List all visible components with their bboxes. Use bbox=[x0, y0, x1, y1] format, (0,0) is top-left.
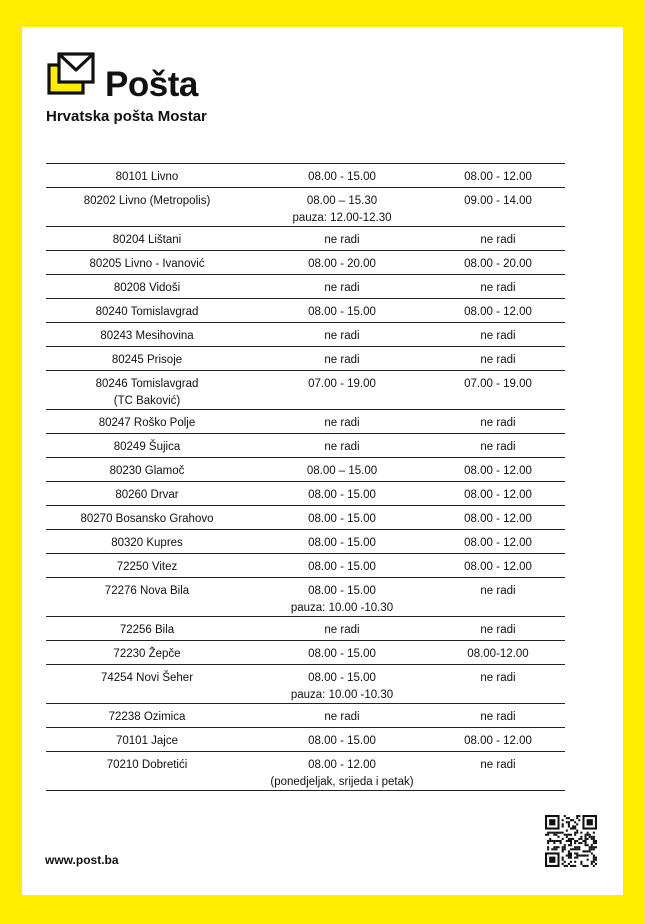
table-row bbox=[46, 410, 565, 434]
break-note: (ponedjeljak, srijeda i petak) bbox=[270, 776, 414, 788]
table-row bbox=[46, 482, 565, 506]
saturday-hours: ne radi bbox=[480, 759, 516, 771]
weekday-hours: ne radi bbox=[324, 354, 360, 366]
weekday-hours: ne radi bbox=[324, 711, 360, 723]
office-name-cell bbox=[46, 670, 248, 687]
saturday-hours: 07.00 - 19.00 bbox=[464, 378, 532, 390]
office-name-cell bbox=[46, 733, 248, 750]
office-name: 72276 Nova Bila bbox=[104, 585, 190, 597]
office-name: 80205 Livno - Ivanović bbox=[89, 258, 205, 270]
weekday-hours: ne radi bbox=[324, 417, 360, 429]
saturday-hours: ne radi bbox=[480, 234, 516, 246]
weekday-hours: 08.00 - 15.00 bbox=[308, 537, 376, 549]
office-name: 72250 Vitez bbox=[116, 561, 178, 573]
weekday-hours: 08.00 - 15.00 bbox=[308, 672, 376, 684]
office-name: 80204 Lištani bbox=[112, 234, 182, 246]
saturday-hours: ne radi bbox=[480, 282, 516, 294]
saturday-hours: 08.00 - 20.00 bbox=[464, 258, 532, 270]
saturday-hours: 08.00 - 12.00 bbox=[464, 561, 532, 573]
office-name: 80243 Mesihovina bbox=[100, 330, 194, 342]
saturday-hours: ne radi bbox=[480, 585, 516, 597]
office-name: 72256 Bila bbox=[119, 624, 175, 636]
office-name-cell bbox=[46, 280, 248, 297]
office-name: 70101 Jajce bbox=[115, 735, 179, 747]
weekday-hours: 08.00 - 20.00 bbox=[308, 258, 376, 270]
office-name-cell bbox=[46, 256, 248, 273]
weekday-hours: 08.00 - 15.00 bbox=[308, 561, 376, 573]
brand-title: Pošta bbox=[105, 65, 198, 104]
break-note: pauza: 12.00-12.30 bbox=[292, 212, 392, 224]
office-name-cell bbox=[46, 415, 248, 432]
table-row bbox=[46, 530, 565, 554]
table-row bbox=[46, 188, 565, 227]
saturday-hours: 09.00 - 14.00 bbox=[464, 195, 532, 207]
office-name: 80270 Bosansko Grahovo bbox=[80, 513, 214, 525]
table-row bbox=[46, 752, 565, 791]
office-name: 70210 Dobretići bbox=[106, 759, 188, 771]
weekday-hours: ne radi bbox=[324, 234, 360, 246]
office-name-cell bbox=[46, 646, 248, 663]
table-row bbox=[46, 728, 565, 752]
weekday-hours: 08.00 - 15.00 bbox=[308, 489, 376, 501]
weekday-hours: 08.00 - 15.00 bbox=[308, 171, 376, 183]
office-name-cell bbox=[46, 622, 248, 639]
table-row bbox=[46, 299, 565, 323]
office-name-cell bbox=[46, 304, 248, 321]
office-name-cell bbox=[46, 487, 248, 504]
office-name-cell bbox=[46, 463, 248, 480]
break-note: pauza: 10.00 -10.30 bbox=[290, 689, 394, 701]
saturday-hours: ne radi bbox=[480, 354, 516, 366]
table-row bbox=[46, 554, 565, 578]
office-name-cell bbox=[46, 535, 248, 552]
weekday-hours: ne radi bbox=[324, 330, 360, 342]
document-page bbox=[22, 27, 623, 895]
qr-code-icon bbox=[545, 815, 597, 867]
office-name: 80245 Prisoje bbox=[111, 354, 183, 366]
weekday-hours: 08.00 - 12.00 bbox=[308, 759, 376, 771]
weekday-hours: ne radi bbox=[324, 624, 360, 636]
table-row bbox=[46, 164, 565, 188]
saturday-hours: ne radi bbox=[480, 624, 516, 636]
table-row bbox=[46, 506, 565, 530]
office-name-cell bbox=[46, 328, 248, 345]
office-name: 74254 Novi Šeher bbox=[100, 672, 194, 684]
office-name-cell bbox=[46, 757, 248, 774]
office-name: 80230 Glamoč bbox=[109, 465, 185, 477]
saturday-hours: ne radi bbox=[480, 441, 516, 453]
saturday-hours: 08.00 - 12.00 bbox=[464, 465, 532, 477]
weekday-hours: ne radi bbox=[324, 282, 360, 294]
table-row bbox=[46, 434, 565, 458]
office-name: 80247 Roško Polje bbox=[98, 417, 196, 429]
table-row bbox=[46, 227, 565, 251]
website-link[interactable]: www.post.ba bbox=[45, 853, 119, 867]
office-name-cell bbox=[46, 709, 248, 726]
weekday-hours: 08.00 - 15.00 bbox=[308, 648, 376, 660]
office-name-cell bbox=[46, 511, 248, 528]
saturday-hours: 08.00 - 12.00 bbox=[464, 735, 532, 747]
saturday-hours: 08.00 - 12.00 bbox=[464, 171, 532, 183]
office-name: 72230 Žepče bbox=[113, 648, 181, 660]
table-row bbox=[46, 323, 565, 347]
weekday-hours: 08.00 – 15.30 bbox=[306, 195, 378, 207]
post-envelope-logo-icon bbox=[47, 51, 95, 97]
weekday-hours: ne radi bbox=[324, 441, 360, 453]
weekday-hours: 08.00 - 15.00 bbox=[308, 513, 376, 525]
table-row bbox=[46, 458, 565, 482]
saturday-hours: 08.00 - 12.00 bbox=[464, 306, 532, 318]
saturday-hours: 08.00 - 12.00 bbox=[464, 513, 532, 525]
office-name: 80202 Livno (Metropolis) bbox=[83, 195, 211, 207]
weekday-hours: 07.00 - 19.00 bbox=[308, 378, 376, 390]
opening-hours-table bbox=[46, 163, 565, 791]
office-name-cell bbox=[46, 232, 248, 249]
office-name-cell bbox=[46, 439, 248, 456]
table-row bbox=[46, 371, 565, 410]
office-name: 80101 Livno bbox=[115, 171, 179, 183]
table-row bbox=[46, 704, 565, 728]
table-row bbox=[46, 347, 565, 371]
office-name-cell bbox=[46, 583, 248, 600]
saturday-hours: 08.00 - 12.00 bbox=[464, 489, 532, 501]
table-row bbox=[46, 251, 565, 275]
office-name-cell bbox=[46, 376, 248, 410]
office-name-cell bbox=[46, 559, 248, 576]
office-name: 80320 Kupres bbox=[111, 537, 183, 549]
office-name-cell bbox=[46, 352, 248, 369]
table-row bbox=[46, 641, 565, 665]
table-row bbox=[46, 617, 565, 641]
saturday-hours: ne radi bbox=[480, 417, 516, 429]
office-name: 80208 Vidoši bbox=[113, 282, 181, 294]
office-name-cell bbox=[46, 169, 248, 186]
office-name-line2: (TC Baković) bbox=[113, 395, 181, 407]
office-name: 80240 Tomislavgrad bbox=[95, 306, 199, 318]
saturday-hours: ne radi bbox=[480, 711, 516, 723]
office-name-cell bbox=[46, 193, 248, 210]
weekday-hours: 08.00 – 15.00 bbox=[306, 465, 378, 477]
table-row bbox=[46, 665, 565, 704]
weekday-hours: 08.00 - 15.00 bbox=[308, 585, 376, 597]
brand-subtitle: Hrvatska pošta Mostar bbox=[46, 108, 207, 125]
office-name: 80246 Tomislavgrad bbox=[95, 378, 199, 390]
saturday-hours: ne radi bbox=[480, 672, 516, 684]
break-note: pauza: 10.00 -10.30 bbox=[290, 602, 394, 614]
saturday-hours: ne radi bbox=[480, 330, 516, 342]
table-row bbox=[46, 275, 565, 299]
weekday-hours: 08.00 - 15.00 bbox=[308, 735, 376, 747]
saturday-hours: 08.00 - 12.00 bbox=[464, 537, 532, 549]
table-row bbox=[46, 578, 565, 617]
office-name: 72238 Ozimica bbox=[108, 711, 186, 723]
office-name: 80249 Šujica bbox=[113, 441, 181, 453]
weekday-hours: 08.00 - 15.00 bbox=[308, 306, 376, 318]
office-name: 80260 Drvar bbox=[115, 489, 179, 501]
saturday-hours: 08.00-12.00 bbox=[467, 648, 529, 660]
